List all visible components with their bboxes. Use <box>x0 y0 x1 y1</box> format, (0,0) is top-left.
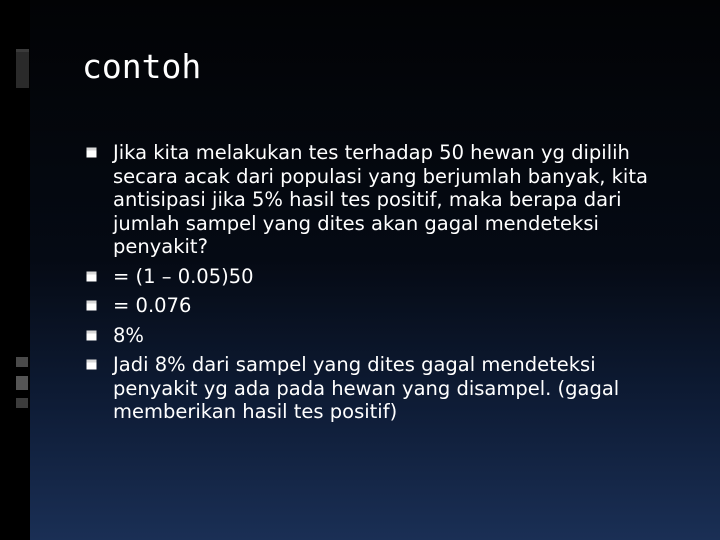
bullet-text: Jika kita melakukan tes terhadap 50 hewan yg dipilih secara acak dari populasi yang berjumlah banyak, kita antisipasi jika 5% hasil tes positif, maka berapa dari jumlah sampel yang dites akan gagal mendeteksi penyakit? <box>113 141 648 258</box>
bullet-text: = 0.076 <box>113 294 192 317</box>
bullet-text: Jadi 8% dari sampel yang dites gagal mendeteksi penyakit yg ada pada hewan yang disampel. (gagal memberikan hasil tes positif) <box>113 353 620 423</box>
bullet-text: 8% <box>113 323 144 347</box>
bullet-text: = (1 – 0.05)50 <box>113 264 254 288</box>
bullet-item <box>86 294 686 318</box>
title-marker <box>16 49 29 88</box>
square-bullet-icon <box>86 359 97 370</box>
bullet-item <box>86 265 686 289</box>
decor-block <box>16 357 28 367</box>
left-decor-strip <box>0 0 30 540</box>
bullet-item <box>86 324 686 348</box>
bullet-item <box>86 353 686 424</box>
decor-block <box>16 376 28 390</box>
square-bullet-icon <box>86 271 97 282</box>
square-bullet-icon <box>86 147 97 158</box>
decor-block <box>16 398 28 408</box>
square-bullet-icon <box>86 330 97 341</box>
bullet-item <box>86 141 686 259</box>
square-bullet-icon <box>86 300 97 311</box>
bullet-list <box>86 141 686 430</box>
slide-title: contoh <box>82 47 202 86</box>
